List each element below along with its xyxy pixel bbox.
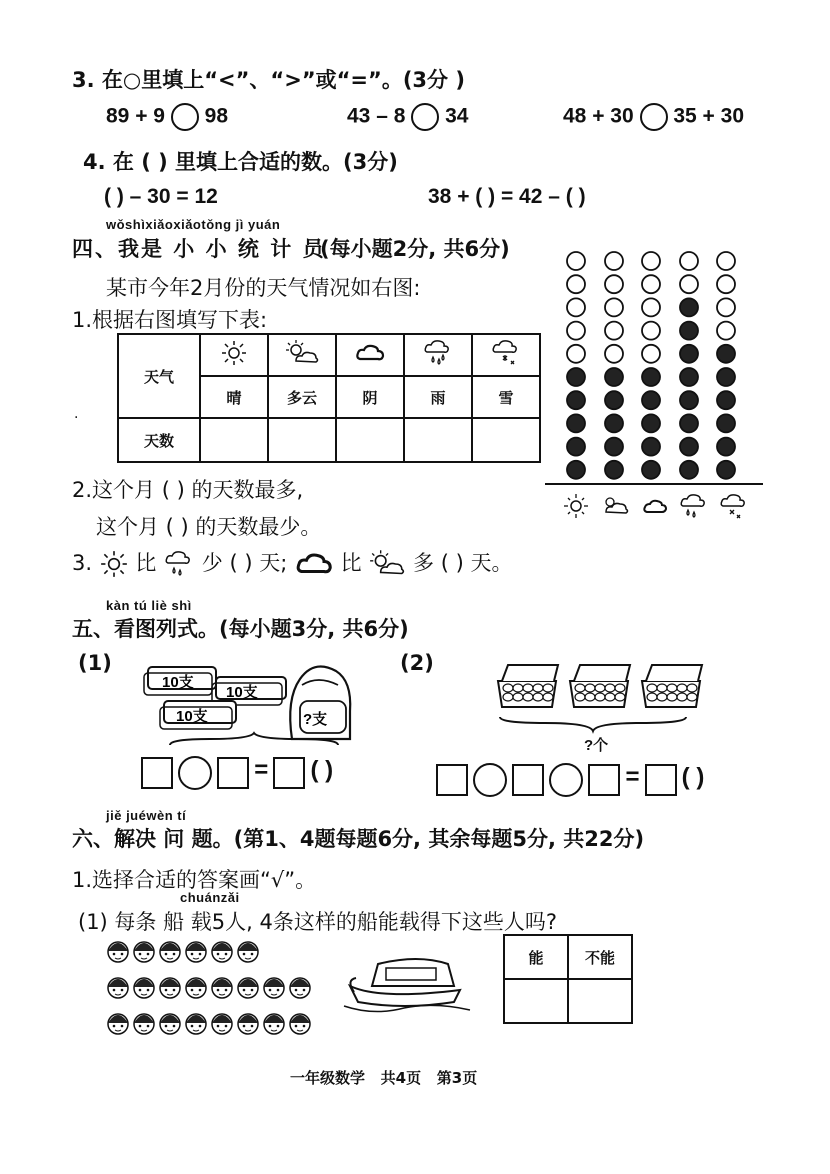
chart-axis-rain-icon: [681, 495, 704, 517]
chart-dot-4-2-empty: [680, 275, 698, 293]
chart-dot-4-7-filled: [680, 391, 698, 409]
chart-dot-5-5-filled: [717, 345, 735, 363]
chart-dot-4-4-filled: [680, 322, 698, 340]
q4-expr-1[interactable]: ( ) – 30 = 12: [104, 185, 218, 208]
q3-item-1: [106, 103, 228, 131]
person-face-2: [134, 942, 154, 962]
person-face-22: [290, 1014, 310, 1034]
sec4-q2b[interactable]: 这个月 ( ) 的天数最少。: [96, 515, 322, 539]
answer-head-yes: 能: [504, 935, 568, 979]
chart-axis-snow-icon: [721, 495, 744, 518]
weather-label-rain: 雨: [404, 376, 472, 418]
q3-item-1-left: 89 + 9: [106, 104, 165, 128]
chart-dot-5-4-empty: [717, 322, 735, 340]
chart-axis-cloudy-icon: [644, 501, 666, 512]
person-face-3: [160, 942, 180, 962]
sec4-q3-bi2: 比: [340, 551, 362, 575]
eq2-box-3[interactable]: [588, 764, 620, 796]
chart-dot-1-5-empty: [567, 345, 585, 363]
answer-table: [503, 934, 633, 1024]
person-face-5: [212, 942, 232, 962]
sec6-title: 六、解决 问 题。(第1、4题每题6分, 其余每题5分, 共22分): [72, 827, 645, 851]
eq2-result-box[interactable]: [645, 764, 677, 796]
chart-dot-4-8-filled: [680, 414, 698, 432]
q3-item-2-circle[interactable]: [411, 103, 439, 131]
days-row-head: 天数: [118, 418, 200, 462]
q3-item-3-circle[interactable]: [640, 103, 668, 131]
weather-label-partly-cloudy: 多云: [268, 376, 336, 418]
chart-dot-2-9-filled: [605, 438, 623, 456]
chart-dot-1-4-empty: [567, 322, 585, 340]
chart-dot-3-2-empty: [642, 275, 660, 293]
sec6-pinyin2: chuánzǎi: [180, 890, 240, 905]
chart-dot-5-1-empty: [717, 252, 735, 270]
q4-expr-2[interactable]: 38 + ( ) = 42 – ( ): [428, 185, 586, 208]
chart-dot-1-2-empty: [567, 275, 585, 293]
p2-equation[interactable]: = ( ): [436, 763, 704, 797]
chart-dot-2-8-filled: [605, 414, 623, 432]
chart-dot-3-7-filled: [642, 391, 660, 409]
q4-title: 4. 在 ( ) 里填上合适的数。(3分): [83, 150, 398, 174]
stray-dot: ·: [74, 410, 79, 426]
person-face-1: [108, 942, 128, 962]
q3-item-2-left: 43 – 8: [347, 104, 406, 128]
egg-carton-2: [570, 665, 630, 707]
weather-table: [117, 333, 541, 463]
chart-dot-3-8-filled: [642, 414, 660, 432]
sec6-pinyin: jiě juéwèn tí: [106, 808, 187, 823]
chart-dot-1-3-empty: [567, 298, 585, 316]
person-face-19: [212, 1014, 232, 1034]
p2-unknown-label: ?个: [584, 737, 609, 754]
chart-dot-4-9-filled: [680, 438, 698, 456]
chart-dot-5-3-empty: [717, 298, 735, 316]
weather-table-head: 天气: [118, 334, 200, 418]
answer-cell-yes[interactable]: [504, 979, 568, 1023]
chart-dot-1-6-filled: [567, 368, 585, 386]
sun-icon: [200, 334, 268, 376]
chart-dot-4-10-filled: [680, 461, 698, 479]
sec4-score: (每小题2分, 共6分): [320, 237, 510, 261]
sec6-q1: (1) 每条 船 载5人, 4条这样的船能载得下这些人吗?: [78, 910, 557, 934]
backpack-icon: [290, 667, 350, 740]
eq1-box-2[interactable]: [217, 757, 249, 789]
chart-dot-5-7-filled: [717, 391, 735, 409]
eq2-box-1[interactable]: [436, 764, 468, 796]
answer-cell-no[interactable]: [568, 979, 632, 1023]
people-faces-picture: [106, 938, 316, 1038]
days-cell-snow[interactable]: [472, 418, 540, 462]
chart-dot-2-7-filled: [605, 391, 623, 409]
chart-dot-3-9-filled: [642, 438, 660, 456]
answer-head-no: 不能: [568, 935, 632, 979]
sec4-q3-prefix: 3.: [72, 551, 93, 575]
chart-dot-2-2-empty: [605, 275, 623, 293]
eq1-box-1[interactable]: [141, 757, 173, 789]
chart-dot-3-1-empty: [642, 252, 660, 270]
person-face-8: [134, 978, 154, 998]
eq2-operator-circle-1[interactable]: [473, 763, 507, 797]
page-footer: 一年级数学 共4页 第3页: [290, 1069, 478, 1087]
days-cell-cloudy[interactable]: [336, 418, 404, 462]
sec4-title: 四、我是 小 小 统 计 员: [72, 237, 326, 261]
chart-dot-3-3-empty: [642, 298, 660, 316]
sec4-q3[interactable]: [72, 547, 512, 579]
eq2-operator-circle-2[interactable]: [549, 763, 583, 797]
person-face-13: [264, 978, 284, 998]
weather-label-snow: 雪: [472, 376, 540, 418]
sun-icon: [99, 549, 129, 579]
chart-dot-4-5-filled: [680, 345, 698, 363]
tag-1: 10支: [162, 674, 194, 691]
chart-dot-1-8-filled: [567, 414, 585, 432]
snow-icon: [472, 334, 540, 376]
cloudy-icon: [294, 549, 334, 579]
chart-dot-1-10-filled: [567, 461, 585, 479]
chart-axis-sun-icon: [564, 494, 588, 518]
egg-carton-1: [498, 665, 558, 707]
chart-dot-3-4-empty: [642, 322, 660, 340]
chart-dot-2-6-filled: [605, 368, 623, 386]
days-cell-partly-cloudy[interactable]: [268, 418, 336, 462]
weather-label-cloudy: 阴: [336, 376, 404, 418]
chart-dot-5-8-filled: [717, 414, 735, 432]
chart-dot-3-10-filled: [642, 461, 660, 479]
p1-equation[interactable]: = ( ): [141, 756, 333, 790]
person-face-21: [264, 1014, 284, 1034]
person-face-10: [186, 978, 206, 998]
rain-icon: [404, 334, 472, 376]
chart-dot-2-10-filled: [605, 461, 623, 479]
q3-item-1-right: 98: [204, 104, 229, 128]
sec4-q3-bi1: 比: [135, 551, 157, 575]
chart-axis-partly-cloudy-icon: [606, 498, 628, 513]
egg-carton-3: [642, 665, 702, 707]
sec6-sub1: 1.选择合适的答案画“√”。: [72, 868, 317, 892]
chart-dot-2-1-empty: [605, 252, 623, 270]
person-face-11: [212, 978, 232, 998]
chart-dot-1-7-filled: [567, 391, 585, 409]
q3-title: 3. 在○里填上“<”、“>”或“=”。(3分 ): [72, 68, 465, 92]
person-face-7: [108, 978, 128, 998]
tag-2: 10支: [226, 684, 258, 701]
days-cell-sunny[interactable]: [200, 418, 268, 462]
person-face-20: [238, 1014, 258, 1034]
cloudy-icon: [336, 334, 404, 376]
sec5-pinyin: kàn tú liè shì: [106, 598, 192, 613]
chart-dot-4-1-empty: [680, 252, 698, 270]
weather-dot-chart: [545, 244, 765, 529]
partly-cloudy-icon: [368, 549, 406, 579]
chart-dot-1-9-filled: [567, 438, 585, 456]
person-face-17: [160, 1014, 180, 1034]
sec5-p1-label: (1): [78, 651, 112, 675]
chart-dot-1-1-empty: [567, 252, 585, 270]
q3-item-3-left: 48 + 30: [563, 104, 634, 128]
person-face-16: [134, 1014, 154, 1034]
tag-unknown: ?支: [303, 711, 328, 728]
sec4-intro: 某市今年2月份的天气情况如右图:: [106, 276, 421, 300]
boat-icon: [342, 948, 472, 1018]
chart-dot-5-9-filled: [717, 438, 735, 456]
person-face-14: [290, 978, 310, 998]
brace-2: [500, 717, 686, 731]
q3-item-3-right: 35 + 30: [673, 104, 744, 128]
person-face-6: [238, 942, 258, 962]
rain-icon: [163, 549, 195, 579]
q3-item-2: [347, 103, 468, 131]
days-cell-rain[interactable]: [404, 418, 472, 462]
sec4-q3-duo: 多 ( ) 天。: [413, 551, 513, 575]
eq1-unit[interactable]: ( ): [310, 756, 334, 784]
q3-item-3: [563, 103, 744, 131]
chart-dot-3-6-filled: [642, 368, 660, 386]
person-face-18: [186, 1014, 206, 1034]
eq1-operator-circle[interactable]: [178, 756, 212, 790]
person-face-12: [238, 978, 258, 998]
pencil-boxes-picture: [140, 655, 365, 755]
sec4-q1: 1.根据右图填写下表:: [72, 308, 268, 332]
sec4-q2a[interactable]: 2.这个月 ( ) 的天数最多,: [72, 478, 304, 502]
chart-dot-3-5-empty: [642, 345, 660, 363]
eq2-unit[interactable]: ( ): [681, 763, 705, 791]
chart-dot-2-4-empty: [605, 322, 623, 340]
sec5-p2-label: (2): [400, 651, 434, 675]
chart-dot-2-3-empty: [605, 298, 623, 316]
sec5-title: 五、看图列式。(每小题3分, 共6分): [72, 617, 409, 641]
eq2-box-2[interactable]: [512, 764, 544, 796]
chart-dot-5-6-filled: [717, 368, 735, 386]
chart-dot-2-5-empty: [605, 345, 623, 363]
person-face-4: [186, 942, 206, 962]
q3-item-1-circle[interactable]: [171, 103, 199, 131]
eq1-result-box[interactable]: [273, 757, 305, 789]
chart-dot-4-3-filled: [680, 298, 698, 316]
egg-cartons-picture: [490, 655, 705, 735]
weather-label-sunny: 晴: [200, 376, 268, 418]
q3-item-2-right: 34: [445, 104, 469, 128]
tag-3: 10支: [176, 708, 208, 725]
person-face-9: [160, 978, 180, 998]
sec4-q3-shao: 少 ( ) 天;: [201, 551, 288, 575]
partly-cloudy-icon: [268, 334, 336, 376]
chart-dot-5-10-filled: [717, 461, 735, 479]
chart-dot-4-6-filled: [680, 368, 698, 386]
chart-dot-5-2-empty: [717, 275, 735, 293]
person-face-15: [108, 1014, 128, 1034]
sec4-pinyin: wǒshìxiǎoxiǎotǒng jì yuán: [106, 217, 281, 232]
